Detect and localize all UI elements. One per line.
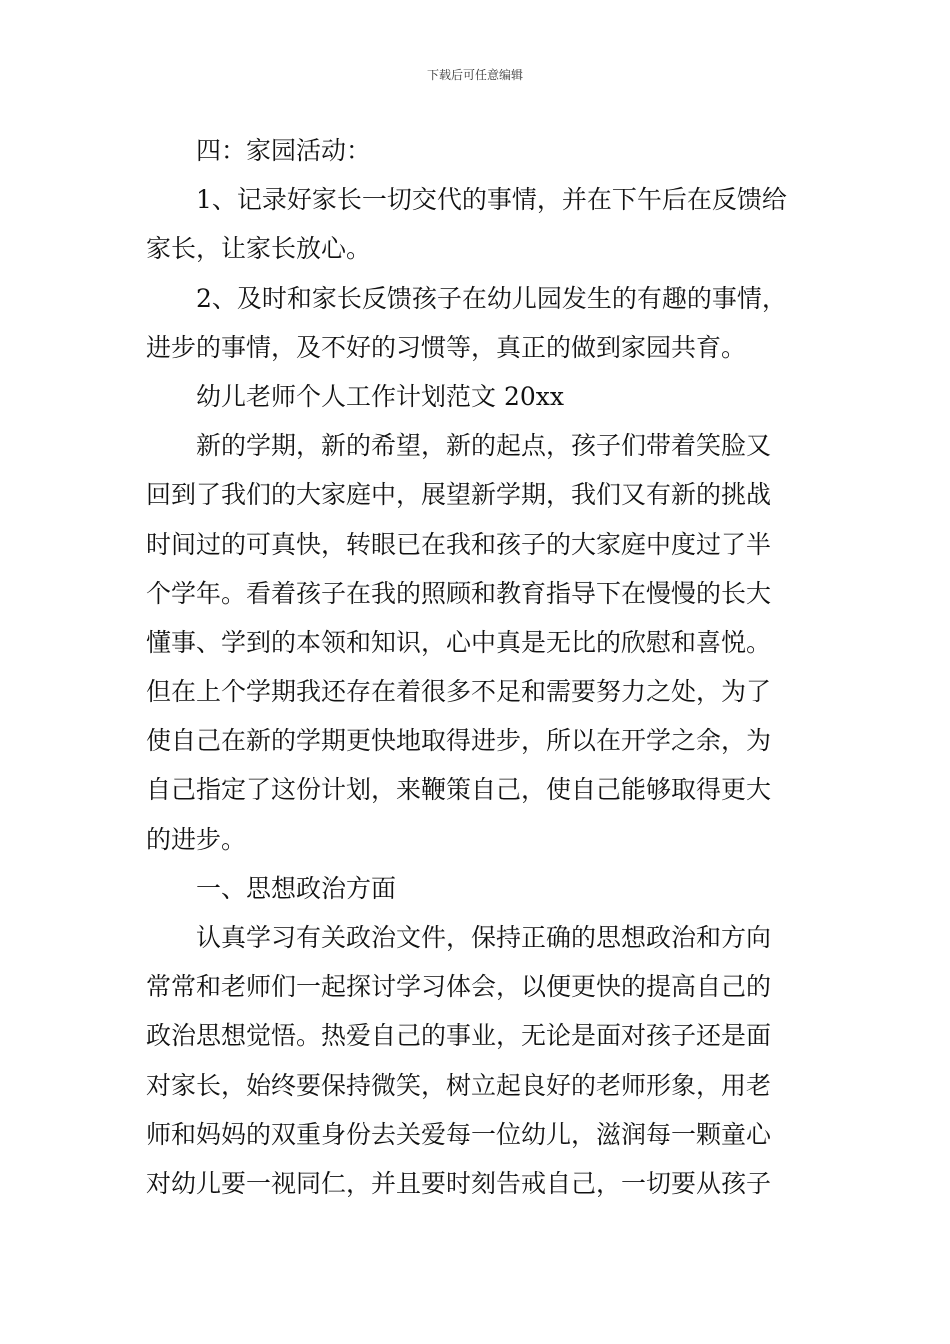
text-line: 回到了我们的大家庭中，展望新学期，我们又有新的挑战 [146,480,772,510]
text-line: 进步的事情，及不好的习惯等，真正的做到家园共育。 [146,332,747,362]
text-line: 幼儿老师个人工作计划范文 20xx [196,381,564,411]
text-line: 个学年。看着孩子在我的照顾和教育指导下在慢慢的长大 [146,578,772,608]
text-line: 自己指定了这份计划，来鞭策自己，使自己能够取得更大 [146,775,772,805]
document-body [146,126,806,1208]
text-line: 新的学期，新的希望，新的起点，孩子们带着笑脸又 [196,431,772,461]
text-line: 政治思想觉悟。热爱自己的事业，无论是面对孩子还是面 [146,1021,772,1051]
text-line: 但在上个学期我还存在着很多不足和需要努力之处，为了 [146,677,772,707]
text-line: 2、及时和家长反馈孩子在幼儿园发生的有趣的事情， [196,283,787,313]
text-line: 的进步。 [146,824,247,854]
text-line: 常常和老师们一起探讨学习体会，以便更快的提高自己的 [146,972,772,1002]
text-line: 四：家园活动： [196,136,372,165]
text-line: 对幼儿要一视同仁，并且要时刻告戒自己，一切要从孩子 [146,1168,772,1198]
page-header: 下载后可任意编辑 [426,68,523,82]
text-line: 对家长，始终要保持微笑，树立起良好的老师形象，用老 [146,1070,772,1100]
text-line: 一、思想政治方面 [196,873,397,903]
text-line: 使自己在新的学期更快地取得进步，所以在开学之余，为 [146,726,772,756]
text-line: 认真学习有关政治文件，保持正确的思想政治和方向 [196,923,772,952]
text-line: 1、记录好家长一切交代的事情，并在下午后在反馈给 [196,185,787,215]
text-line: 时间过的可真快，转眼已在我和孩子的大家庭中度过了半 [146,529,772,559]
text-line: 师和妈妈的双重身份去关爱每一位幼儿，滋润每一颗童心 [146,1119,772,1149]
text-line: 家长，让家长放心。 [146,234,372,264]
text-line: 懂事、学到的本领和知识，心中真是无比的欣慰和喜悦。 [146,627,772,657]
